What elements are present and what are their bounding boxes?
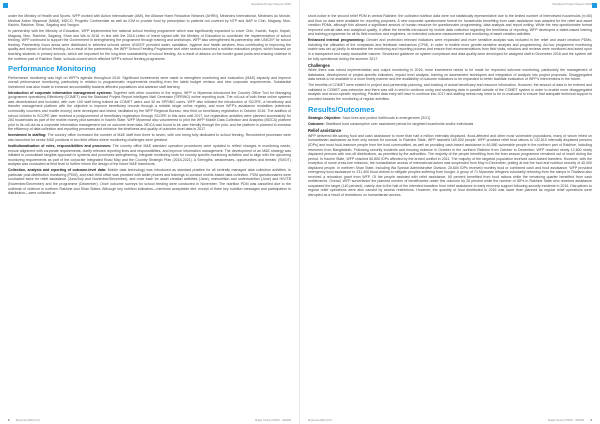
footer-country: Myanmar (MM) (CO)	[16, 419, 40, 422]
subsection-text: Gender and protection relevant indicators were expanded and more sensitive analysis was included in the relief and asset creation PDMs, including the utilisation of the complaints and feedback mechanism (CFM), in order to enable more gender-sensitive analysis and programming. Ad-hoc programme monitoring matrix was set up jointly to streamline the monitoring and reporting process and ensure that recommendations from field visits, missions and reviews were monitored and acted upon in a transparent and easily accessible manner. Structured guidance on system compliance and data quality were developed for assigned staff in December 2016 and the system will be fully operational during the summer 2017.	[308, 38, 592, 61]
performance-monitoring-heading: Performance Monitoring	[8, 64, 96, 74]
subsection-title: Investment in staffing:	[8, 133, 47, 138]
corner-marker	[3, 3, 8, 8]
strategic-objective	[308, 116, 592, 121]
footer-country: Myanmar (MM) (CO)	[308, 419, 332, 422]
intro-paragraph-1: short-notice in the second relief PDM in central Rakhine, the collected nutrition data were not statistically representative due to the limited number of interviewed households (n=50) and thus no data were available for reporting purposes. A new corporate questionnaire format for households benefiting from cash assistance was adapted for the relief and asset creation PDMs, although this allowed a significant amount of human resource for questionnaire programming, data analysis and report writing. While the new questionnaire format improved overall data and analytical quality, it offset the benefits introduced by mobile data collection regarding the timeliness of reporting. WFP developed a tablet-based training and training programme for all its field monitors and engineers, on extended outcome measurement and monitoring of asset creation activities.	[308, 14, 592, 37]
page-number: 9	[590, 419, 592, 422]
intro-paragraph-2: In partnership with the Ministry of Education, WFP implemented the national school feeding programme which was significantly expanded to cover Chin, Kachin, Kayin, Kayah, Magway, Mon, Rakhine, Sagaing, Shan and Wa in 2016. In line with the 2016 Letter of Intent signed with the Ministry of Education to coordinate the implementation of school feeding, WFP continued to support the Government in strengthening the programme through training and workshops. WFP also strengthened its partnership with UNICEF for school feeding. Partnership focus areas were distributed in selected schools where UNICEF provided water, sanitation, hygiene and health services, thus contributing to improving the quality and impact of school feeding. As a result of the partnership, the WFP School Feeding Programme and other sectors launched a nutrition education project, which focused on teaching students in primary schools, which are important for the long-term sustainability of school feeding. As a result of attacks on the border guard posts and ensuing violence in the northern part of Rakhine State, schools closed which affected WFP's school feeding programme.	[8, 29, 291, 61]
right-column	[308, 14, 592, 198]
running-header: Standard Project Report 2016	[251, 2, 291, 6]
footer-project: Single Country PRRO - 200299	[254, 419, 291, 422]
outcome-text: Stabilised food consumption over assistance period for targeted households and/or individuals	[325, 122, 474, 127]
subsection-title: Collection, analysis and reporting of outcome-level data:	[8, 168, 107, 173]
subsection-title: Institutionalisation of roles, responsibilities and processes:	[8, 144, 112, 148]
challenges-heading: Challenges	[308, 62, 330, 68]
subsection-text: The country office increased the number of M&E staff from three to seven, with one being fully dedicated to school feeding. Recruitment processes were also launched for senior M&E positions in two field offices where monitoring challenges were greatest.	[8, 133, 292, 142]
subsection-institutionalisation	[8, 144, 291, 167]
challenges-paragraph-1: While there was robust implementation and output monitoring in 2016, more investment needs to be made for improved outcome monitoring, particularly the management of databases, development of project-specific indicators, impact level analysis, training on assessment techniques and integration of analysis into project proposals. Disaggregated data needs to be available in a more timely manner and the availability of outcome indicators to be expanded to better facilitate evaluation of WFP's interventions in the future.	[308, 68, 592, 82]
relief-assistance-heading: Relief assistance	[308, 128, 342, 134]
footer-project: Single Country PRRO - 200299	[547, 419, 584, 422]
subsection-text: Together with other countries in the region, WFP in Myanmar introduced the Country Office Tool for Managing (programme operations) Effectively (COMET) and the Standard Project Report Intelligent Mail Generator (SPRING) online reporting tools. The roll-out of both these online systems was decentralised and included, with over 100 staff being trained as COMET users and 30 as SPRING users. WFP also initiated the introduction of SCOPE, a beneficiary and transfer management platform with the objective to improve beneficiary records through a reliable single online registry, and more WFP's assistance modalities (electronic commodity vouchers and mobile money) were developed and tested, facilitated by the WFP Regional Bureau, new field on beneficiary registration in October 2016. The addition of school children to SCOPE later received a postponement of beneficiary registration through SCOPE in this area until 2017, but registration activities were planned successfully for 284 households as part of the mobile money pilot scenario in Kachin State. WFP Myanmar also volunteered to pilot the WFP Mobile Data Collection and Analytics (MDCA) platform prior to its roll-out as a corporate information management tool on outcome-level data. MDCA was found to be user friendly through the pilot, and the platform is planned to increase the efficiency of data collection and reporting processes and enhance the timeliness and quality of outcome-level data in 2017.	[8, 90, 291, 132]
subsection-title: Enhanced internal programming:	[308, 38, 365, 43]
strategic-objective-label: Strategic Objective:	[308, 116, 342, 121]
strategic-objective-text: Save lives and protect livelihoods in emergencies (SO1)	[342, 116, 431, 121]
subsection-enhanced-programming	[308, 38, 592, 61]
page-number: 8	[8, 419, 10, 422]
subsection-outcome-data	[8, 168, 291, 195]
page-footer	[8, 416, 291, 422]
running-header: Standard Project Report 2016	[552, 2, 592, 6]
subsection-corporate-systems	[8, 91, 291, 132]
challenges-paragraph-2: The benefits of COMET were evident in project and partnership planning, and tracking of actual beneficiary and resource information. However, the amount of data to be entered and validated in COMET was extensive and there was still a need to continue using and analysing data in parallel outside of the COMET system in order to enable more disaggregated analysis and donor-specific reporting. Parallel data entry will have to continue into 2017 and staffing needs may need to be re-evaluated to ensure that adequate technical support is provided towards the monitoring of regular activities.	[308, 83, 592, 102]
page-footer	[308, 416, 592, 422]
corner-marker	[592, 3, 597, 8]
relief-assistance-paragraph: WFP delivered life-saving food and cash assistance to more than half a million internally displaced, flood-affected and other most vulnerable populations, many of whom relied on humanitarian assistance as their only means for survival. In Rakhine State, WFP assisted 169,000 people. WFP provided relief food rations to 132,810 internally displaced persons (IDPs) and most food-insecure people from the host communities, as well as providing cash-based assistance to 46,580 vulnerable people in the northern part of Rakhine, including returnees from Bangladesh. Following security incidents and ensuing violence in October in the northern Rakhine from October to December, WFP reached nearly 12,600 newly displaced persons with one-off distributions, as permitted by the authorities. The majority of the people benefiting from the lean season programme remained out of reach during the period. In Kachin State, WFP reached 60,800 IDPs affected by the armed conflict in 2011. The majority of the targeted population received cash-based transfers. However, with the exception of some cross-line missions, the humanitarian access of international actors was suspended from May to December, putting at risk the food and nutrition security of 40,000 displaced people. In northern Shan State, including Wa Special Administrative Division, 20,600 IDPs received monthly food or combined cash and food assistance. WFP provided emergency food assistance to 231,400 flood victims to mitigate peoples suffering from hunger. A group of 71 Myanmar refugees voluntarily returning from the camps in Thailand also received a relocation grant from WFP. Of the people assisted with relief assistance, 60 percent benefited from food rations while the remaining quarter benefited from cash entitlements. Overall, WFP surveillance the planned number of beneficiaries under this outcome by 26 percent while the number of IDPs in Rakhine State who received assistance surpassed the target (140 percent), mainly due to the halt of the intended transition from relief assistance to early recovery support following security incidents in 2016. Disruptions to regular relief operations were also caused by access restrictions. However, the quantity of food distributed in 2016 was lower than planned as regular relief operations were disrupted as a result of restrictions on humanitarian access.	[308, 133, 592, 197]
subsection-text: Mobile data technology was introduced as standard practice for all centrally managed data collection activities, in particular post-distribution monitoring (PDM), and each field office was provided with tablet phones and trainings to conduct mobile-based data collection. PDM questionnaires were conducted twice for relief assistance (June/July and November/December), and once each for asset creation activities (June), malnutrition and undernutrition (June) and HIV/TB (November/December) and the programme (December). Once outcome surveys for school feeding were conducted in November. The nutrition PDM was cancelled due to the outbreak of violence in northern Rakhine and Shan States. Although key nutrition indicators—minimum acceptable diet, except of three key nutrition messages and participation in distribution—were collected at	[8, 168, 291, 196]
intro-paragraph-1: under the Ministry of Health and Sports. WFP worked with Action Internationale (AMI), the Alliance Harm Reduction Network (AHRN), Médecins International, Médecins du Monde, Medical Action Myanmar (MAM), MDCO, Progetto Continentale as well as IOM to provide food by prescription to patients not covered by NTP and NAP in Chin, Magway, Mon, Kachin, Rakhine, Shan, Sagaing and Yangon.	[8, 14, 291, 28]
right-page	[300, 0, 600, 424]
subsection-text: The country office M&E standard operation procedures were updated to reflect changes in monitoring needs, ensure alignment with corporate requirements, clarify relevant reporting lines and responsibilities, and improve information management. The development of an M&E strategy was initiated to consolidate tangible approach in systems and processes strengthening, integrate monitoring tools for country specific monitoring activities and to align with the upcoming monitoring requirements as part of the corporate Integrated Road Map and the Country Strategic Plan (2018-2021). A Strengths, weaknesses, opportunities and threats' (SWOT) analysis was conducted at field level to further inform the design of the future M&E framework.	[8, 144, 292, 167]
subsection-staffing	[8, 133, 291, 142]
left-column	[8, 14, 291, 196]
results-outcomes-heading: Results/Outcomes	[308, 104, 375, 114]
outcome	[308, 122, 592, 127]
outcome-label: Outcome:	[308, 122, 325, 127]
subsection-title: Introduction of corporate information management systems:	[8, 90, 113, 95]
performance-intro: Performance monitoring was high on WFP's agenda throughout 2016. Significant investments were made to strengthen monitoring and evaluation (M&E) capacity and improve overall performance monitoring, particularly in relation to programmatic requirements resulting from the latest budget revision and new corporate requirements. Substantial investment was also made to enhance accountability towards affected populations and advance staff learning.	[8, 75, 291, 89]
